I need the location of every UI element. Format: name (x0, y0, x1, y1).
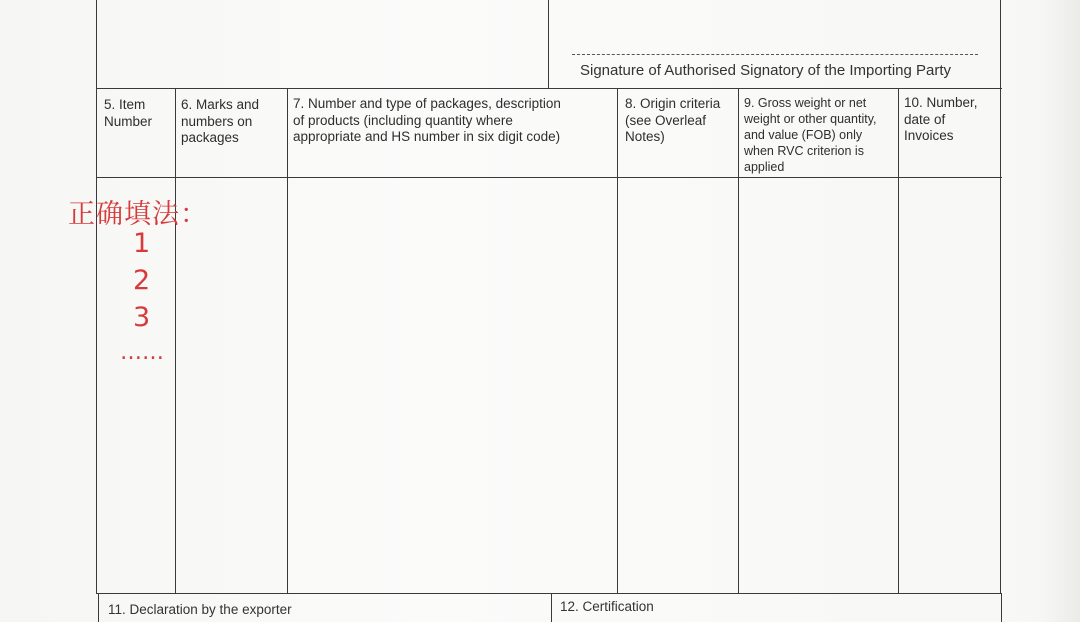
bottom-right-border (1001, 593, 1002, 622)
bottom-left-border (98, 593, 99, 622)
header-marks: 6. Marks and numbers on packages (181, 97, 260, 145)
annotation-title: 正确填法： (68, 199, 208, 230)
col-divider-3 (617, 88, 618, 594)
signature-caption: Signature of Authorised Signatory of the Importing Party (580, 62, 952, 79)
header-item-number: 5. Item Number (104, 97, 153, 129)
annotation-item-2: 2 (133, 265, 151, 296)
declaration-heading: 11. Declaration by the exporter (108, 602, 292, 617)
header-gross-weight: 9. Gross weight or net weight or other quantity, and value (FOB) only when RVC criterion is applied (744, 96, 877, 174)
table-bottom-line (96, 593, 1002, 594)
signature-dashed-line (572, 54, 978, 55)
annotation-item-3: 3 (133, 302, 151, 333)
col-divider-4 (738, 88, 739, 594)
col-divider-5 (898, 88, 899, 594)
top-divider (548, 0, 549, 88)
col-divider-2 (287, 88, 288, 594)
page-edge-shadow (1040, 0, 1080, 622)
header-bottom-line (96, 177, 1002, 178)
certification-heading: 12. Certification (560, 599, 654, 614)
header-origin-criteria: 8. Origin criteria (see Overleaf Notes) (625, 96, 721, 144)
annotation-ellipsis: …… (120, 340, 164, 365)
header-invoices: 10. Number, date of Invoices (904, 95, 978, 143)
col-divider-1 (175, 88, 176, 594)
header-top-line (96, 88, 1002, 89)
header-description: 7. Number and type of packages, description of products (including quantity where appropriate and HS number in six digit code) (293, 96, 561, 144)
annotation-item-1: 1 (133, 228, 151, 259)
bottom-divider (551, 593, 552, 622)
